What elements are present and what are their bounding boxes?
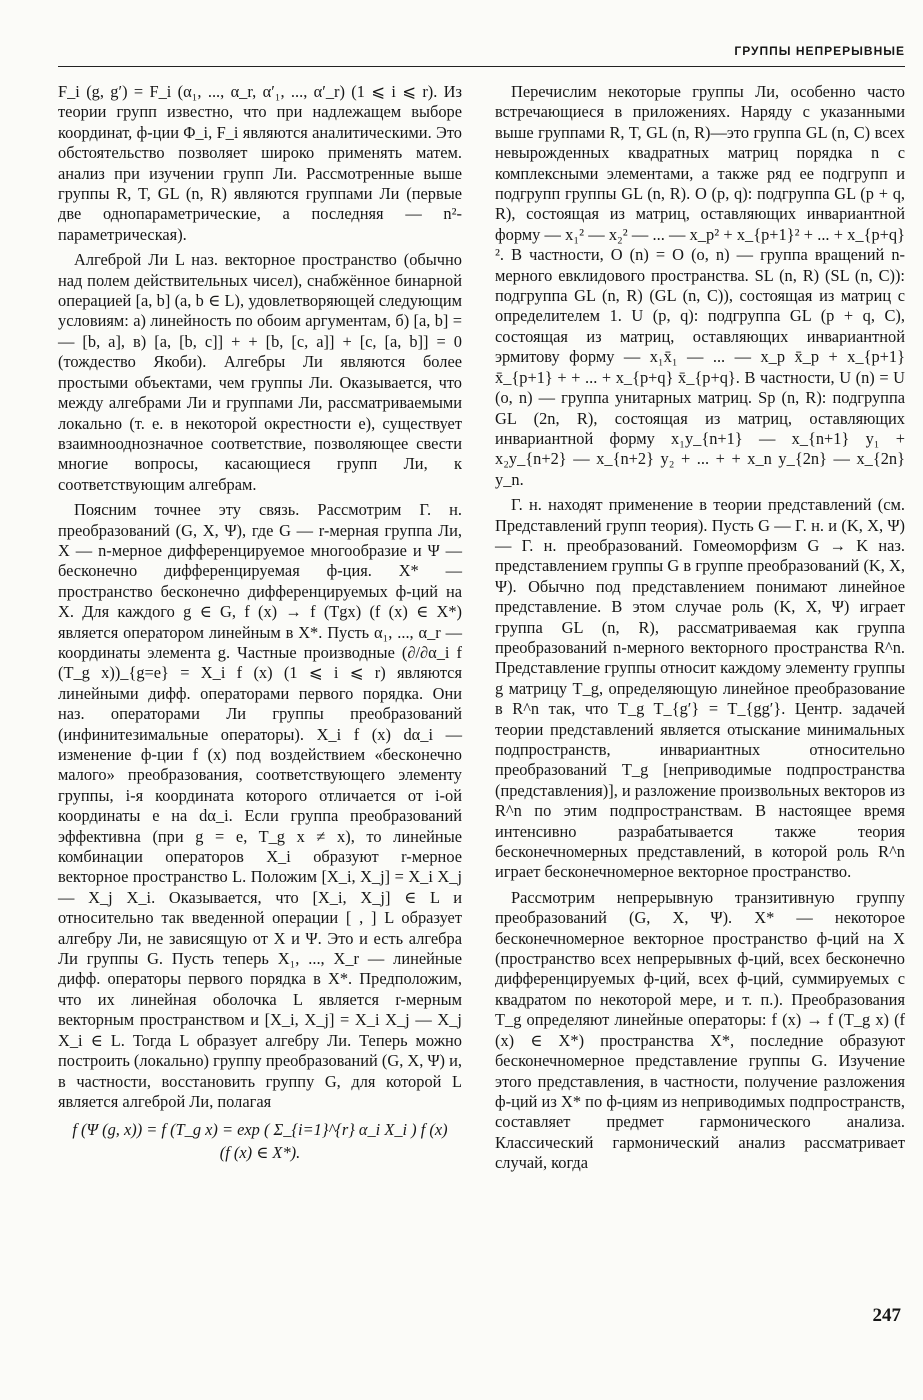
left-column	[58, 82, 462, 1165]
running-head: ГРУППЫ НЕПРЕРЫВНЫЕ	[734, 44, 905, 58]
header-rule	[58, 66, 905, 67]
right-paragraph-3: Рассмотрим непрерывную транзитивную группу преобразований (G, X, Ψ). X* — некоторое бесконечномерное векторное пространство ф-ций на X (пространство всех непрерывных ф-ций, всех бесконечно дифференцируемых ф-ций, всех ф-ций, суммируемых с квадратом по некоторой мере, и т. п.). Преобразования T_g определяют линейные операторы: f (x) → f (T_g x) (f (x) ∈ X*) пространства X*, последние образуют бесконечномерное представление группы G. Изучение этого представления, в частности, получение разложения ф-ций из X* по ф-циям из неприводимых подпространств, составляет предмет гармонического анализа. Классический гармонический анализ рассматривает случай, когда	[495, 887, 905, 1173]
exp-formula-line-2: (f (x) ∈ X*).	[219, 1142, 301, 1162]
right-paragraph-2: Г. н. находят применение в теории представлений (см. Представлений групп теория). Пусть G — Г. н. и (K, X, Ψ) — Г. н. преобразований. Гомеоморфизм G → K наз. представлением группы G в группе преобразований (K, X, Ψ). Обычно под представлением понимают линейное представление. В этом случае роль (K, X, Ψ) играет группа GL (n, R), рассматриваемая как группа преобразований n-мерного векторного пространства R^n. Представление группы относит каждому элементу группы g матрицу T_g, определяющую линейное преобразование в R^n так, что T_g T_{g′} = T_{gg′}. Центр. задачей теории представлений является отыскание минимальных подпространств, инвариантных относительно преобразований T_g [неприводимые подпространства (представления)], и разложение произвольных векторов из R^n по этим подпространствам. В настоящее время интенсивно разрабатывается также теория бесконечномерных представлений, в которой роль R^n играет бесконечномерное векторное пространство.	[495, 495, 906, 882]
exp-formula	[58, 1120, 462, 1163]
left-paragraph-3: Поясним точнее эту связь. Рассмотрим Г. н. преобразований (G, X, Ψ), где G — r-мерная группа Ли, X — n-мерное дифференцируемое многообразие и Ψ — бесконечно дифференцируемая ф-ция. X* — пространство бесконечно дифференцируемых ф-ций на X. Для каждого g ∈ G, f (x) → f (Tgx) (f (x) ∈ X*) является оператором линейным в X*. Пусть α₁, ..., α_r — координаты элемента g. Частные производные (∂/∂α_i f (T_g x))_{g=e} = X_i f (x) (1 ⩽ i ⩽ r) являются линейными дифф. операторами первого порядка. Они наз. операторами Ли группы преобразований (инфинитезимальные операторы). X_i f (x) dα_i — изменение ф-ции f (x) под воздействием «бесконечно малого» преобразования, соответствующего элементу группы, i-я координата которого отличается от i-ой координаты e на dα_i. Если группа преобразований эффективна (при g = e, T_g x ≠ x), то линейные комбинации операторов X_i образуют r-мерное векторное пространство L. Положим [X_i, X_j] = X_i X_j — X_j X_i. Оказывается, что [X_i, X_j] ∈ L и относительно так введенной операции [ , ] L образует алгебру Ли, не зависящую от X и Ψ. Это и есть алгебра Ли группы G. Пусть теперь X₁, ..., X_r — линейные дифф. операторы первого порядка в X*. Предположим, что их линейная оболочка L является r-мерным векторным пространством и [X_i, X_j] = X_i X_j — X_j X_i ∈ L. Тогда L образует алгебру Ли. Теперь можно построить (локально) группу преобразований (G, X, Ψ) и, в частности, восстановить группу G, для которой L является алгеброй Ли, полагая	[58, 500, 462, 1111]
left-paragraph-2: Алгеброй Ли L наз. векторное пространство (обычно над полем действительных чисел), снабжённое бинарной операцией [a, b] (a, b ∈ L), удовлетворяющей следующим условиям: а) линейность по обоим аргументам, б) [a, b] = — [b, a], в) [a, [b, c]] + + [b, [c, a]] + [c, [a, b]] = 0 (тождество Якоби). Алгебры Ли являются более простыми объектами, чем группы Ли. Оказывается, что между алгебрами Ли и группами Ли, рассматриваемыми локально (т. е. в некоторой окрестности e), существует взаимнооднозначное соответствие, позволяющее свести многие вопросы, касающиеся групп Ли, к соответствующим алгебрам.	[58, 250, 462, 494]
right-column	[495, 82, 905, 1179]
page-number: 247	[872, 1305, 901, 1326]
exp-formula-line-1: f (Ψ (g, x)) = f (T_g x) = exp ( Σ_{i=1}^{r} α_i X_i ) f (x)	[72, 1120, 448, 1140]
left-paragraph-1: F_i (g, g′) = F_i (α₁, ..., α_r, α′₁, ..., α′_r) (1 ⩽ i ⩽ r). Из теории групп известно, что при надлежащем выборе координат, ф-ции Φ_i, F_i являются аналитическими. Это обстоятельство позволяет широко применять матем. анализ при изучении групп Ли. Рассмотренные выше группы R, T, GL (n, R) являются группами Ли (первые две однопараметрические, а последняя — n²-параметрическая).	[58, 82, 462, 244]
right-paragraph-1: Перечислим некоторые группы Ли, особенно часто встречающиеся в приложениях. Наряду с указанными выше группами R, T, GL (n, R)—это группа GL (n, C) всех невырожденных квадратных матриц порядка n с комплексными элементами, а также ряд ее подгрупп и подгрупп группы GL (n, R). O (p, q): подгруппа GL (p + q, R), состоящая из матриц, оставляющих инвариантной форму — x₁² — x₂² — ... — x_p² + x_{p+1}² + ... + x_{p+q}². В частности, O (n) = O (o, n) — группа вращений n-мерного евклидового пространства. SL (n, R) (SL (n, C)): подгруппа GL (n, R) (GL (n, C)), состоящая из матриц с определителем 1. U (p, q): подгруппа GL (p + q, C), состоящая из матриц, оставляющих инвариантной эрмитову форму — x₁x̄₁ — ... — x_p x̄_p + x_{p+1} x̄_{p+1} + + ... + x_{p+q} x̄_{p+q}. В частности, U (n) = U (o, n) — группа унитарных матриц. Sp (n, R): подгруппа GL (2n, R), состоящая из матриц, оставляющих инвариантной форму x₁y_{n+1} — x_{n+1} y₁ + x₂y_{n+2} — x_{n+2} y₂ + ... + + x_n y_{2n} — x_{2n} y_n.	[495, 82, 905, 489]
